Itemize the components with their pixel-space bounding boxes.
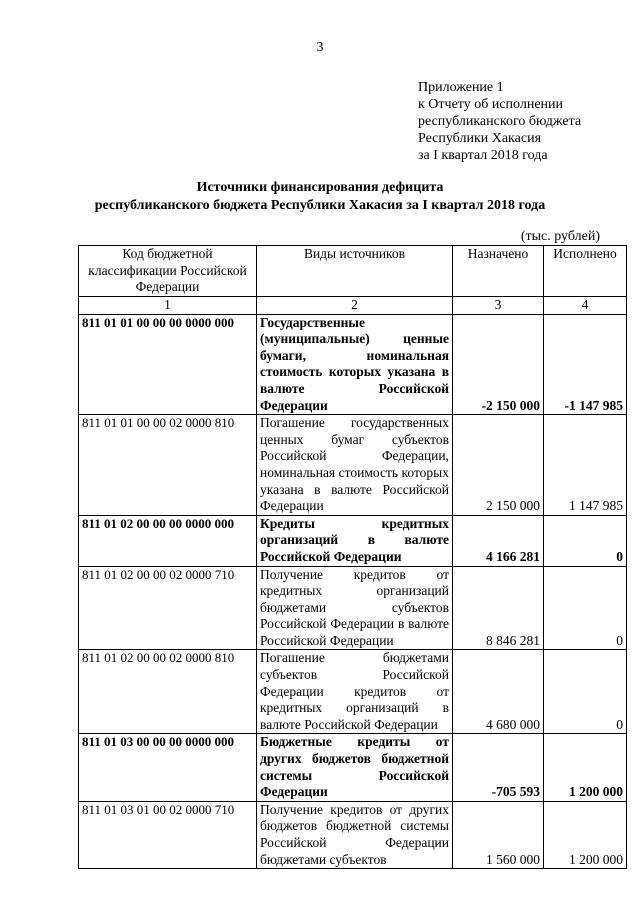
row-executed: 1 147 985 (544, 415, 627, 516)
row-assigned: 2 150 000 (453, 415, 544, 516)
column-number: 2 (257, 297, 453, 315)
row-assigned: 8 846 281 (453, 566, 544, 650)
row-name: Получение кредитов от других бюджетов бюджетной системы Российской Федерации бюджетами субъектов (257, 801, 453, 868)
row-code: 811 01 03 01 00 02 0000 710 (79, 801, 257, 868)
appendix-line: к Отчету об исполнении (418, 97, 564, 112)
document-title (0, 179, 640, 215)
row-name: Погашение бюджетами субъектов Российской Федерации кредитов от кредитных организаций в валюте Российской Федерации (257, 650, 453, 734)
row-assigned: 1 560 000 (453, 801, 544, 868)
sources-table (78, 245, 627, 869)
row-executed: -1 147 985 (544, 314, 627, 415)
header-code: Код бюджетной классификации Российской Федерации (79, 246, 257, 297)
row-code: 811 01 02 00 00 00 0000 000 (79, 515, 257, 566)
table-row (79, 415, 627, 516)
row-code: 811 01 03 00 00 00 0000 000 (79, 734, 257, 801)
row-code: 811 01 02 00 00 02 0000 810 (79, 650, 257, 734)
page-number: 3 (316, 40, 324, 55)
row-executed: 0 (544, 566, 627, 650)
column-number: 1 (79, 297, 257, 315)
row-assigned: -705 593 (453, 734, 544, 801)
header-executed: Исполнено (544, 246, 627, 297)
column-numbers-row (79, 297, 627, 315)
title-line-2: республиканского бюджета Республики Хакасия за I квартал 2018 года (94, 198, 546, 213)
row-assigned: 4 166 281 (453, 515, 544, 566)
units-note: (тыс. рублей) (520, 229, 600, 244)
row-code: 811 01 01 00 00 00 0000 000 (79, 314, 257, 415)
row-executed: 1 200 000 (544, 801, 627, 868)
table-header-row (79, 246, 627, 297)
table-row (79, 566, 627, 650)
row-assigned: -2 150 000 (453, 314, 544, 415)
row-name: Погашение государственных ценных бумаг субъектов Российской Федерации, номинальная стоимость которых указана в валюте Российской Федерации (257, 415, 453, 516)
column-number: 4 (544, 297, 627, 315)
row-executed: 0 (544, 515, 627, 566)
row-assigned: 4 680 000 (453, 650, 544, 734)
appendix-line: Республики Хакасия (418, 131, 542, 146)
row-code: 811 01 01 00 00 02 0000 810 (79, 415, 257, 516)
table-row (79, 515, 627, 566)
row-executed: 1 200 000 (544, 734, 627, 801)
table-row (79, 801, 627, 868)
header-assigned: Назначено (453, 246, 544, 297)
row-name: Кредиты кредитных организаций в валюте Российской Федерации (257, 515, 453, 566)
table-row (79, 734, 627, 801)
appendix-line: за I квартал 2018 года (418, 148, 548, 163)
table-row (79, 650, 627, 734)
row-name: Получение кредитов от кредитных организаций бюджетами субъектов Российской Федерации в валюте Российской Федерации (257, 566, 453, 650)
appendix-line: республиканского бюджета (418, 114, 582, 129)
appendix-note (418, 79, 581, 164)
row-executed: 0 (544, 650, 627, 734)
row-name: Бюджетные кредиты от других бюджетов бюджетной системы Российской Федерации (257, 734, 453, 801)
table-body (79, 246, 627, 869)
table-row (79, 314, 627, 415)
row-name: Государственные (муниципальные) ценные бумаги, номинальная стоимость которых указана в валюте Российской Федерации (257, 314, 453, 415)
title-line-1: Источники финансирования дефицита (196, 180, 444, 195)
column-number: 3 (453, 297, 544, 315)
row-code: 811 01 02 00 00 02 0000 710 (79, 566, 257, 650)
appendix-line: Приложение 1 (418, 80, 504, 95)
header-sources: Виды источников (257, 246, 453, 297)
